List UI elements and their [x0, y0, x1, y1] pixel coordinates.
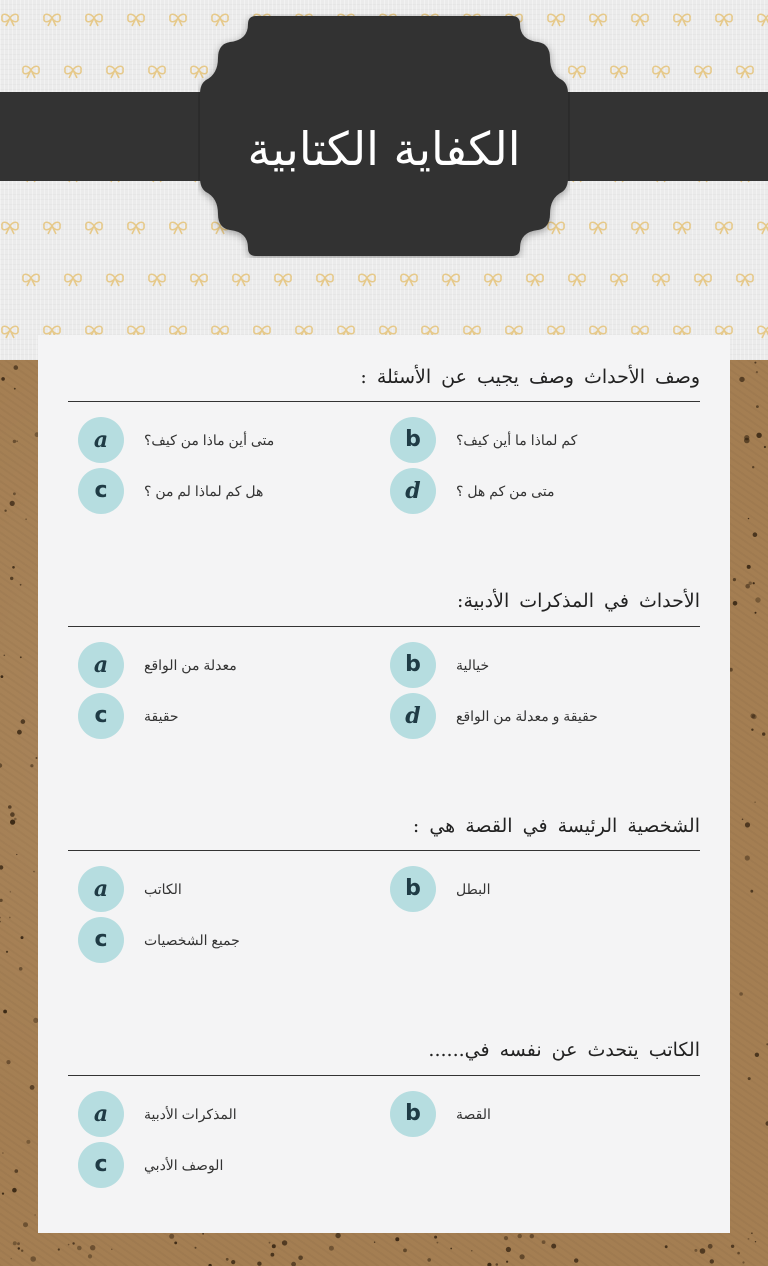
speckle-dot — [754, 362, 756, 364]
speckle-dot — [4, 655, 6, 657]
speckle-dot — [506, 1247, 511, 1252]
speckle-dot — [13, 1241, 17, 1245]
speckle-dot — [12, 1188, 17, 1193]
speckle-dot — [751, 729, 753, 731]
speckle-dot — [20, 656, 22, 658]
speckle-dot — [755, 612, 757, 614]
speckle-dot — [756, 433, 761, 438]
speckle-dot — [269, 1242, 271, 1244]
speckle-dot — [708, 1244, 713, 1249]
quiz-card — [38, 335, 730, 1233]
option-b[interactable] — [380, 1091, 660, 1139]
speckle-dot — [19, 967, 23, 971]
speckle-dot — [744, 435, 749, 440]
bow-icon — [401, 274, 417, 286]
speckle-dot — [0, 865, 3, 869]
bow-icon — [632, 222, 648, 234]
speckle-dot — [12, 566, 15, 569]
bow-icon — [86, 14, 102, 26]
speckle-dot — [272, 1244, 276, 1248]
bow-icon — [128, 14, 144, 26]
speckle-dot — [530, 1234, 534, 1238]
option-letter-badge: b — [390, 1091, 436, 1137]
speckle-dot — [694, 1249, 697, 1252]
option-text: الكاتب — [144, 881, 182, 897]
speckle-dot — [90, 1245, 95, 1250]
option-text: حقيقة — [144, 708, 179, 724]
question-1 — [68, 357, 700, 537]
speckle-dot — [504, 1236, 508, 1240]
speckle-dot — [700, 1248, 706, 1254]
speckle-dot — [752, 466, 754, 468]
bow-icon — [590, 222, 606, 234]
option-text: متى من كم هل ؟ — [456, 483, 555, 499]
bow-icon — [128, 222, 144, 234]
bow-icon — [2, 222, 18, 234]
option-letter-badge: a — [78, 417, 124, 463]
speckle-dot — [14, 818, 17, 821]
speckle-dot — [542, 1240, 546, 1244]
speckle-dot — [2, 1193, 4, 1195]
bow-icon — [758, 326, 768, 338]
speckle-dot — [756, 405, 759, 408]
option-a[interactable] — [68, 417, 348, 465]
speckle-dot — [88, 1254, 92, 1258]
speckle-dot — [13, 440, 16, 443]
speckle-dot — [271, 1253, 275, 1257]
speckle-dot — [755, 1053, 759, 1057]
speckle-dot — [25, 518, 27, 520]
option-letter-badge: a — [78, 866, 124, 912]
speckle-dot — [750, 890, 753, 893]
bow-icon — [65, 66, 81, 78]
speckle-dot — [21, 1250, 23, 1252]
speckle-dot — [33, 871, 35, 873]
speckle-dot — [30, 1085, 35, 1090]
speckle-dot — [427, 1258, 431, 1262]
speckle-dot — [742, 819, 744, 821]
speckle-dot — [11, 1258, 12, 1259]
bow-icon — [86, 222, 102, 234]
speckle-dot — [471, 1250, 472, 1251]
option-text: البطل — [456, 881, 491, 897]
speckle-dot — [755, 1241, 756, 1242]
option-a[interactable] — [68, 642, 348, 690]
bow-icon — [674, 222, 690, 234]
speckle-dot — [14, 388, 16, 390]
speckle-dot — [739, 992, 743, 996]
speckle-dot — [298, 1256, 303, 1261]
option-c[interactable] — [68, 693, 348, 741]
question-2 — [68, 581, 700, 761]
speckle-dot — [2, 1152, 4, 1154]
option-text: متى أين ماذا من كيف؟ — [144, 432, 275, 448]
speckle-dot — [437, 1242, 439, 1244]
bow-icon — [653, 274, 669, 286]
speckle-dot — [16, 854, 17, 855]
speckle-dot — [9, 917, 11, 919]
speckle-dot — [574, 1258, 578, 1262]
speckle-dot — [753, 582, 755, 584]
speckle-dot — [10, 577, 13, 580]
bow-icon — [590, 14, 606, 26]
speckle-dot — [174, 1242, 177, 1245]
speckle-dot — [291, 1262, 296, 1266]
bow-icon — [758, 14, 768, 26]
option-b[interactable] — [380, 642, 660, 690]
speckle-dot — [72, 1242, 74, 1244]
speckle-dot — [6, 951, 8, 953]
speckle-dot — [257, 1262, 261, 1266]
question-text: الشخصية الرئيسة في القصة هي : — [412, 815, 700, 837]
bow-icon — [191, 274, 207, 286]
option-a[interactable] — [68, 1091, 348, 1139]
question-text: الكاتب يتحدث عن نفسه في...... — [428, 1039, 700, 1061]
speckle-dot — [169, 1234, 174, 1239]
option-letter-badge: d — [390, 468, 436, 514]
option-c[interactable] — [68, 917, 348, 965]
bow-icon — [695, 274, 711, 286]
speckle-dot — [23, 1222, 28, 1227]
speckle-dot — [764, 446, 766, 448]
speckle-dot — [30, 1256, 36, 1262]
speckle-dot — [8, 805, 12, 809]
speckle-dot — [749, 582, 752, 585]
bow-icon — [611, 66, 627, 78]
question-divider — [68, 850, 700, 851]
bow-icon — [716, 222, 732, 234]
speckle-dot — [111, 1249, 112, 1250]
speckle-dot — [18, 1247, 20, 1249]
question-4 — [68, 1030, 700, 1210]
bow-icon — [275, 274, 291, 286]
speckle-dot — [753, 532, 758, 537]
option-letter-badge: c — [78, 917, 124, 963]
speckle-dot — [748, 1238, 750, 1240]
option-b[interactable] — [380, 417, 660, 465]
speckle-dot — [17, 730, 22, 735]
speckle-dot — [226, 1258, 229, 1261]
speckle-dot — [195, 1247, 197, 1249]
speckle-dot — [10, 501, 15, 506]
speckle-dot — [1, 675, 4, 678]
speckle-dot — [35, 1214, 36, 1215]
speckle-dot — [733, 601, 738, 606]
speckle-dot — [745, 855, 750, 860]
question-divider — [68, 401, 700, 402]
question-text: وصف الأحداث وصف يجيب عن الأسئلة : — [360, 366, 700, 388]
speckle-dot — [0, 917, 1, 919]
option-b[interactable] — [380, 866, 660, 914]
bow-icon — [695, 66, 711, 78]
speckle-dot — [21, 936, 24, 939]
option-c[interactable] — [68, 1142, 348, 1190]
option-letter-badge: c — [78, 468, 124, 514]
speckle-dot — [3, 1010, 7, 1014]
speckle-dot — [756, 371, 758, 373]
bow-icon — [716, 14, 732, 26]
bow-icon — [170, 222, 186, 234]
speckle-dot — [6, 1060, 10, 1064]
question-divider — [68, 626, 700, 627]
speckle-dot — [733, 578, 736, 581]
speckle-dot — [0, 899, 3, 902]
bow-icon — [569, 274, 585, 286]
option-text: هل كم لماذا لم من ؟ — [144, 483, 264, 499]
bow-icon — [737, 66, 753, 78]
speckle-dot — [4, 510, 6, 512]
speckle-dot — [231, 1260, 235, 1264]
speckle-dot — [13, 492, 16, 495]
bow-icon — [44, 14, 60, 26]
speckle-dot — [745, 822, 750, 827]
speckle-dot — [1, 377, 5, 381]
speckle-dot — [496, 1263, 499, 1266]
bow-icon — [170, 14, 186, 26]
option-text: كم لماذا ما أين كيف؟ — [456, 432, 578, 448]
option-text: الوصف الأدبي — [144, 1157, 224, 1173]
option-letter-badge: b — [390, 642, 436, 688]
bow-icon — [149, 66, 165, 78]
speckle-dot — [21, 719, 26, 724]
bow-icon — [65, 274, 81, 286]
speckle-dot — [202, 1233, 204, 1235]
option-letter-badge: a — [78, 642, 124, 688]
bow-icon — [44, 222, 60, 234]
option-text: معدلة من الواقع — [144, 657, 237, 673]
option-d[interactable] — [380, 468, 660, 516]
speckle-dot — [710, 1259, 714, 1263]
speckle-dot — [335, 1233, 340, 1238]
bow-icon — [527, 274, 543, 286]
bow-icon — [758, 222, 768, 234]
speckle-dot — [737, 1252, 740, 1255]
speckle-dot — [77, 1246, 82, 1251]
speckle-dot — [754, 801, 756, 803]
speckle-dot — [506, 1261, 508, 1263]
speckle-dot — [755, 597, 760, 602]
option-letter-badge: c — [78, 693, 124, 739]
speckle-dot — [68, 1244, 70, 1246]
speckle-dot — [17, 1242, 20, 1245]
bow-icon — [485, 274, 501, 286]
page-title: الكفاية الكتابية — [247, 122, 521, 176]
bow-icon — [653, 66, 669, 78]
bow-icon — [569, 66, 585, 78]
option-d[interactable] — [380, 693, 660, 741]
option-letter-badge: c — [78, 1142, 124, 1188]
bow-icon — [23, 274, 39, 286]
bow-icon — [2, 14, 18, 26]
option-letter-badge: b — [390, 417, 436, 463]
option-text: خيالية — [456, 657, 490, 673]
speckle-dot — [751, 1232, 753, 1234]
speckle-dot — [762, 732, 765, 735]
option-text: القصة — [456, 1106, 491, 1122]
bow-icon — [107, 274, 123, 286]
speckle-dot — [10, 891, 11, 892]
speckle-dot — [58, 1248, 60, 1250]
bow-icon — [23, 66, 39, 78]
bow-icon — [611, 274, 627, 286]
question-divider — [68, 1075, 700, 1076]
bow-icon — [737, 274, 753, 286]
speckle-dot — [16, 441, 17, 442]
speckle-dot — [450, 1248, 452, 1250]
speckle-dot — [374, 1242, 375, 1243]
bow-icon — [674, 14, 690, 26]
bow-icon — [632, 14, 648, 26]
option-a[interactable] — [68, 866, 348, 914]
option-text: حقيقة و معدلة من الواقع — [456, 708, 598, 724]
option-text: جميع الشخصيات — [144, 932, 240, 948]
speckle-dot — [14, 1169, 18, 1173]
bow-icon — [107, 66, 123, 78]
speckle-dot — [520, 1254, 525, 1259]
option-letter-badge: a — [78, 1091, 124, 1137]
speckle-dot — [551, 1244, 556, 1249]
speckle-dot — [665, 1245, 668, 1248]
speckle-dot — [20, 584, 22, 586]
speckle-dot — [395, 1237, 399, 1241]
speckle-dot — [10, 812, 15, 817]
bow-icon — [149, 274, 165, 286]
speckle-dot — [752, 714, 757, 719]
speckle-dot — [747, 565, 751, 569]
speckle-dot — [282, 1240, 287, 1245]
bow-icon — [2, 326, 18, 338]
speckle-dot — [10, 820, 15, 825]
speckle-dot — [403, 1249, 407, 1253]
option-letter-badge: b — [390, 866, 436, 912]
bow-icon — [233, 274, 249, 286]
speckle-dot — [748, 518, 749, 519]
question-text: الأحداث في المذكرات الأدبية: — [457, 590, 700, 612]
option-letter-badge: d — [390, 693, 436, 739]
bow-icon — [317, 274, 333, 286]
question-3 — [68, 806, 700, 986]
speckle-dot — [14, 365, 19, 370]
speckle-dot — [26, 1140, 30, 1144]
option-c[interactable] — [68, 468, 348, 516]
speckle-dot — [748, 1077, 751, 1080]
speckle-dot — [742, 1261, 744, 1263]
speckle-dot — [434, 1236, 437, 1239]
option-text: المذكرات الأدبية — [144, 1106, 237, 1122]
speckle-dot — [518, 1234, 522, 1238]
speckle-dot — [739, 377, 744, 382]
bow-icon — [359, 274, 375, 286]
speckle-dot — [329, 1246, 334, 1251]
speckle-dot — [0, 763, 2, 767]
speckle-dot — [30, 764, 33, 767]
speckle-dot — [0, 921, 1, 923]
bow-icon — [443, 274, 459, 286]
speckle-dot — [731, 1245, 734, 1248]
